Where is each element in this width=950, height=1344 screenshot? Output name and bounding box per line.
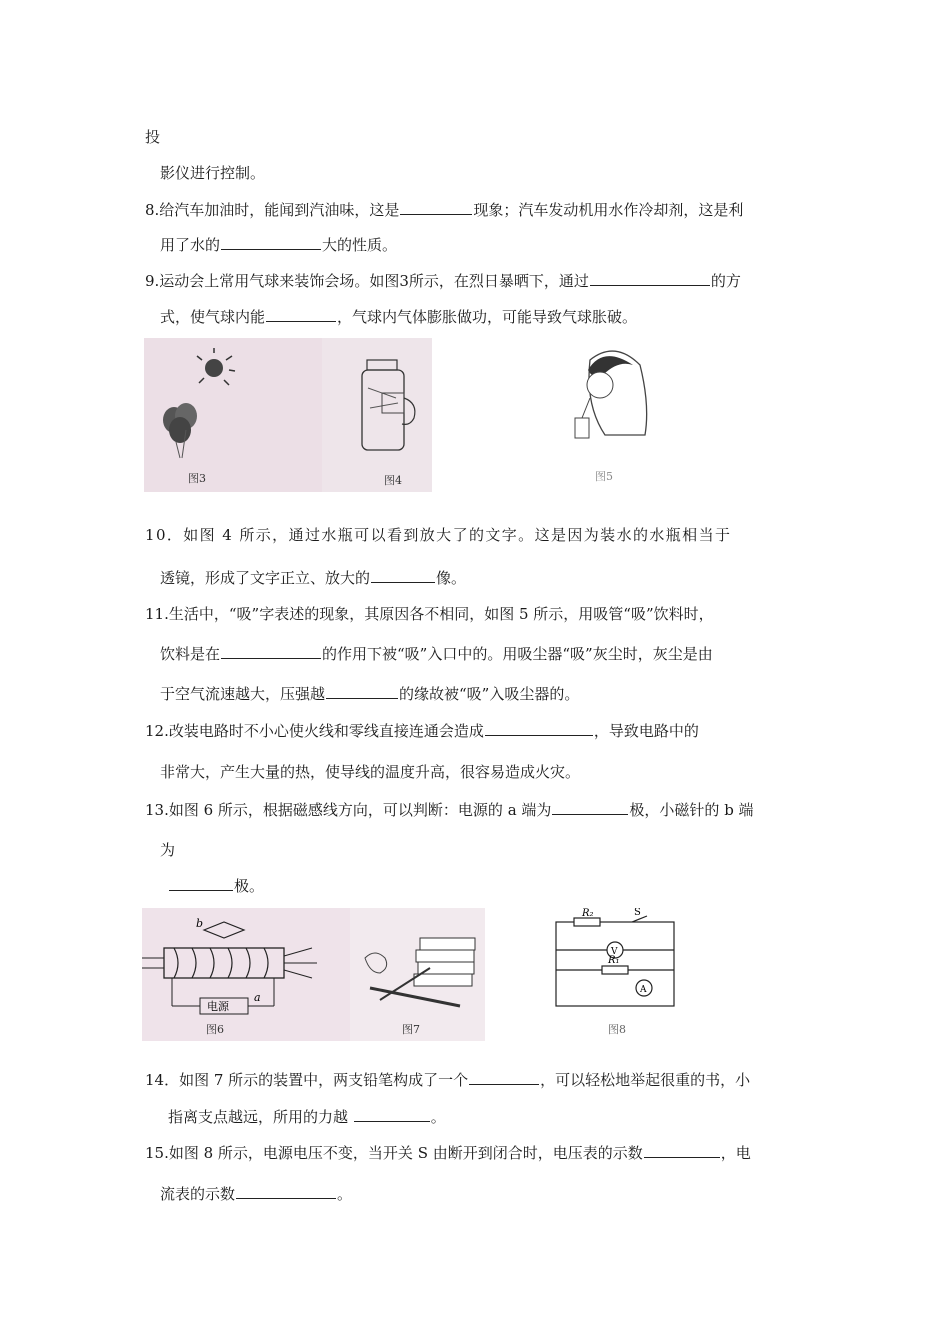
- q8-text-c: 用了水的: [160, 236, 221, 254]
- q15-line2: [160, 1183, 352, 1204]
- q12-text-b: ，导致电路中的: [593, 722, 699, 740]
- q9-blank-1[interactable]: [590, 270, 710, 286]
- switch-s-label: S: [634, 908, 641, 918]
- figure-5-caption: 图5: [595, 470, 613, 483]
- voltmeter-label: V: [611, 947, 618, 957]
- q11-text-b: 饮料是在: [160, 645, 221, 663]
- q15-text-d: 。: [337, 1185, 353, 1203]
- power-label: 电源: [207, 1000, 229, 1013]
- q10-line1: 10．如图 4 所示，通过水瓶可以看到放大了的文字。这是因为装水的水瓶相当于: [145, 526, 732, 544]
- q10-text-c: 像。: [436, 569, 467, 587]
- q8-blank-1[interactable]: [400, 199, 472, 215]
- q8-blank-2[interactable]: [221, 234, 321, 250]
- bottle-illustration: [322, 338, 432, 492]
- q14-text-a: 14．如图 7 所示的装置中，两支铅笔构成了一个: [145, 1071, 469, 1089]
- q11-line1: 11.生活中，“吸”字表述的现象，其原因各不相同，如图 5 所示，用吸管“吸”饮料时，: [145, 605, 714, 623]
- q13-line3: [168, 875, 264, 896]
- figure-6-caption: 图6: [206, 1023, 224, 1036]
- solenoid-diagram: [142, 908, 350, 1041]
- r1-label: R₁: [608, 955, 620, 966]
- q8-line2: [160, 234, 397, 255]
- r2-label: R₂: [582, 908, 594, 919]
- q11-line2: [160, 643, 713, 664]
- figure-7-caption: 图7: [402, 1023, 420, 1036]
- q15-text-a: 15.如图 8 所示，电源电压不变，当开关 S 由断开到闭合时，电压表的示数: [145, 1144, 643, 1162]
- q9-line2: [160, 306, 637, 327]
- q7-line2: 影仪进行控制。: [160, 164, 266, 182]
- figure-3-balloons: [144, 338, 322, 492]
- figure-8-circuit: [552, 908, 682, 1041]
- q14-line1: [145, 1069, 750, 1090]
- q15-blank-1[interactable]: [644, 1142, 720, 1158]
- q12-text-a: 12.改装电路时不小心使火线和零线直接连通会造成: [145, 722, 484, 740]
- q11-blank-1[interactable]: [221, 643, 321, 659]
- q8-text-a: 8.给汽车加油时，能闻到汽油味，这是: [145, 201, 400, 219]
- q15-text-c: 流表的示数: [160, 1185, 236, 1203]
- q13-line1: [145, 799, 754, 820]
- ammeter-label: A: [640, 985, 647, 995]
- q14-text-d: 。: [430, 1108, 446, 1126]
- figure-5-drinking: [560, 340, 655, 490]
- q9-blank-2[interactable]: [266, 306, 336, 322]
- q9-text-c: 式，使气球内能: [160, 308, 266, 326]
- q15-text-b: ，电: [720, 1144, 751, 1162]
- q10-blank-1[interactable]: [371, 567, 435, 583]
- figure-4-water-bottle: [322, 338, 432, 492]
- q14-text-c: 指离支点越远，所用的力越: [168, 1108, 349, 1126]
- q11-text-e: 的缘故被“吸”入吸尘器的。: [399, 685, 580, 703]
- q14-blank-2[interactable]: [354, 1106, 430, 1122]
- q14-blank-1[interactable]: [469, 1069, 539, 1085]
- q8-line1: [145, 199, 743, 220]
- q13-blank-2[interactable]: [169, 875, 233, 891]
- q14-text-b: ，可以轻松地举起很重的书，小: [540, 1071, 751, 1089]
- figure-4-caption: 图4: [384, 474, 402, 487]
- power-a-label: a: [254, 991, 261, 1004]
- q7-line1: 投: [145, 128, 161, 146]
- q9-text-d: ，气球内气体膨胀做功，可能导致气球胀破。: [337, 308, 638, 326]
- figure-3-caption: 图3: [188, 472, 206, 485]
- figure-7-pencil-lever: [350, 908, 485, 1041]
- q13-blank-1[interactable]: [552, 799, 628, 815]
- q13-text-a: 13.如图 6 所示，根据磁感线方向，可以判断：电源的 a 端为: [145, 801, 552, 819]
- q8-text-b: 现象；汽车发动机用水作冷却剂，这是利: [473, 201, 744, 219]
- q11-text-c: 的作用下被“吸”入口中的。用吸尘器“吸”灰尘时，灰尘是由: [322, 645, 713, 663]
- q9-line1: [145, 270, 741, 291]
- q10-line2: [160, 567, 466, 588]
- q12-blank-1[interactable]: [485, 720, 593, 736]
- q12-line1: [145, 720, 699, 741]
- figure-6-solenoid: [142, 908, 350, 1041]
- q11-text-d: 于空气流速越大，压强越: [160, 685, 326, 703]
- balloon-sun-illustration: [144, 338, 322, 492]
- q9-text-a: 9.运动会上常用气球来装饰会场。如图3所示，在烈日暴晒下，通过: [145, 272, 589, 290]
- figure-8-caption: 图8: [608, 1023, 626, 1036]
- q8-text-d: 大的性质。: [322, 236, 398, 254]
- q11-blank-2[interactable]: [326, 683, 398, 699]
- q15-line1: [145, 1142, 751, 1163]
- q11-line3: [160, 683, 579, 704]
- q13-line2: 为: [160, 841, 176, 859]
- q9-text-b: 的方: [710, 272, 741, 290]
- q14-line2: [168, 1106, 446, 1127]
- needle-b-label: b: [196, 917, 204, 930]
- q13-text-d: 极。: [234, 877, 265, 895]
- q13-text-b: 极，小磁针的 b 端: [629, 801, 754, 819]
- q15-blank-2[interactable]: [236, 1183, 336, 1199]
- q12-line2: 非常大，产生大量的热，使导线的温度升高，很容易造成火灾。: [160, 763, 581, 781]
- q10-text-b: 透镜，形成了文字正立、放大的: [160, 569, 371, 587]
